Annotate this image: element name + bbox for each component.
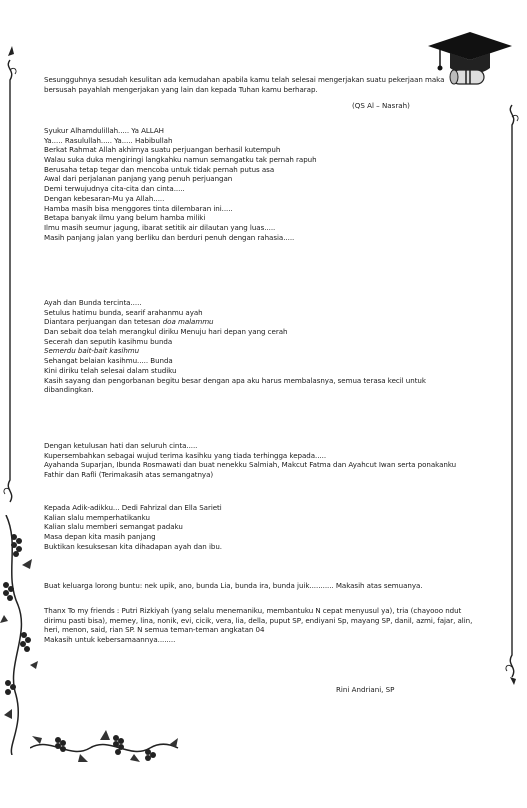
stanza-line: Buktikan kesuksesan kita dihadapan ayah dan ibu. [44, 541, 222, 551]
stanza-line-part: Diantara perjuangan dan tetesan [44, 317, 163, 327]
right-border-ornament [500, 95, 524, 695]
stanza-line: Masa depan kita masih panjang [44, 532, 156, 542]
stanza-dedication [44, 441, 488, 480]
stanza-line: Kasih sayang dan pengorbanan begitu besar dengan apa aku harus membalasnya, semua terasa kecil untuk [44, 375, 426, 385]
stanza-line: Dengan ketulusan hati dan seluruh cinta..... [44, 441, 198, 450]
stanza-line: Kalian slalu memberi semangat padaku [44, 522, 183, 532]
family-thanks [44, 581, 488, 591]
stanza-line: Kini diriku telah selesai dalam studiku [44, 365, 177, 375]
stanza-line: Sehangat belaian kasihmu..... Bunda [44, 356, 173, 366]
signature: Rini Andriani, SP [336, 685, 395, 694]
stanza-line: Berkat Rahmat Allah akhirnya suatu perjuangan berhasil kutempuh [44, 145, 281, 155]
stanza-line-italic: Semerdu bait-bait kasihmu [44, 346, 140, 356]
grape-vine-ornament [0, 515, 40, 755]
stanza-line: Betapa banyak ilmu yang belum hamba miliki [44, 213, 206, 223]
stanza-line: Dengan kebesaran-Mu ya Allah..... [44, 193, 165, 203]
friends-thanks [44, 606, 488, 645]
quote-line: bersusah payahlah mengerjakan yang lain dan kepada Tuhan kamu berharap. [44, 84, 318, 94]
stanza-line: Ilmu masih seumur jagung, ibarat setitik air dilautan yang luas..... [44, 222, 276, 232]
stanza-line: Walau suka duka mengiringi langkahku namun semangatku tak pernah rapuh [44, 155, 317, 165]
opening-quote [44, 75, 488, 94]
quote-citation: (QS Al – Nasrah) [352, 101, 410, 110]
stanza-line [44, 317, 488, 327]
stanza-line: Secerah dan seputih kasihmu bunda [44, 336, 173, 346]
stanza-gratitude [44, 126, 488, 242]
stanza-line: Hamba masih bisa menggores tinta dilembaran ini..... [44, 203, 233, 213]
stanza-line: Fathir dan Rafli (Terimakasih atas semangatnya) [44, 470, 214, 480]
stanza-line: Demi terwujudnya cita-cita dan cinta..... [44, 184, 185, 194]
stanza-line: dirimu pasti bisa), memey, lina, nonik, evi, cicik, vera, lia, della, puput SP, endiyani Sp, mayang SP, danil, azmi, fajar, alin, [44, 615, 473, 625]
stanza-line: heri, menon, said, rian SP. N semua teman-teman angkatan 04 [44, 625, 265, 635]
stanza-line: Dan sebait doa telah merangkul diriku Menuju hari depan yang cerah [44, 327, 288, 337]
stanza-siblings [44, 503, 488, 551]
stanza-line: Kupersembahkan sebagai wujud terima kasihku yang tiada terhingga kepada..... [44, 450, 327, 460]
stanza-line-italic: doa malammu [162, 317, 214, 327]
stanza-line: Masih panjang jalan yang berliku dan berduri penuh dengan rahasia..... [44, 232, 295, 242]
stanza-line: Makasih untuk kebersamaannya........ [44, 635, 176, 645]
stanza-line: Ya..... Rasulullah..... Ya..... Habibullah [44, 135, 173, 145]
stanza-line: Berusaha tetap tegar dan mencoba untuk tidak pernah putus asa [44, 164, 275, 174]
stanza-line: Thanx To my friends : Putri Rizkiyah (yang selalu menemaniku, membantuku N cepat menyusul ya), tria (chayooo ndut [44, 606, 462, 615]
stanza-line: Kepada Adik-adikku... Dedi Fahrizal dan Ella Sarieti [44, 503, 222, 512]
stanza-line: Awal dari perjalanan panjang yang penuh perjuangan [44, 174, 233, 184]
stanza-line: Buat keluarga lorong buntu: nek upik, ano, bunda Lia, bunda ira, bunda juik........... Makasih atas semuanya. [44, 581, 423, 590]
stanza-line: Ayahanda Suparjan, Ibunda Rosmawati dan buat nenekku Salmiah, Makcut Fatma dan Ayahcut Iwan serta ponakanku [44, 460, 457, 470]
stanza-line: Syukur Alhamdulillah..... Ya ALLAH [44, 126, 164, 135]
stanza-line: dibandingkan. [44, 385, 94, 395]
stanza-parents [44, 298, 488, 395]
grape-vine-ornament [30, 726, 180, 766]
stanza-line: Kalian slalu memperhatikanku [44, 512, 150, 522]
left-border-ornament [0, 40, 24, 510]
stanza-line: Setulus hatimu bunda, searif arahanmu ayah [44, 307, 203, 317]
quote-line: Sesungguhnya sesudah kesulitan ada kemudahan apabila kamu telah selesai mengerjakan suatu pekerjaan maka [44, 75, 445, 84]
stanza-line: Ayah dan Bunda tercinta..... [44, 298, 142, 307]
